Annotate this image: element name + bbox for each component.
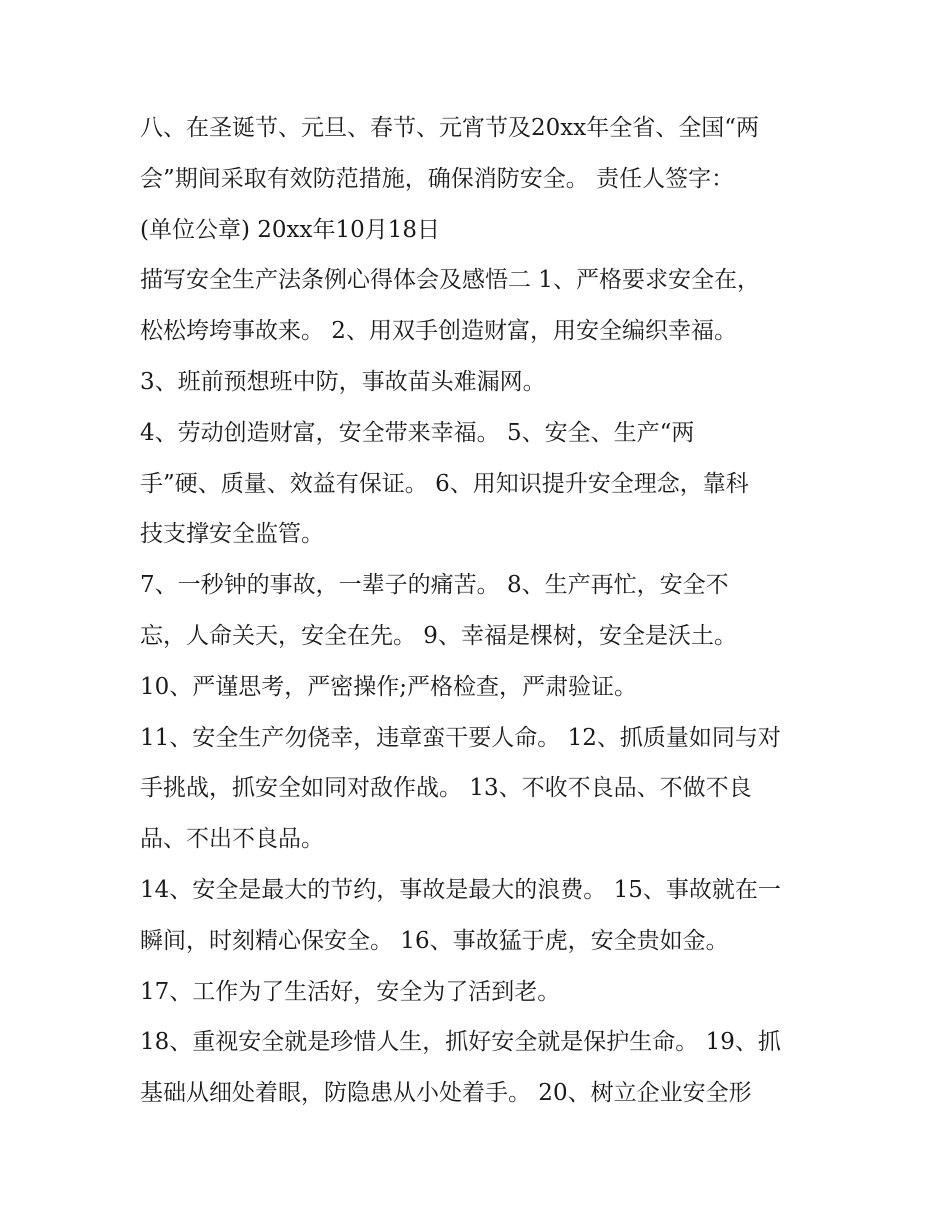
- text-line: 松松垮垮事故来。 2、用双手创造财富，用安全编织幸福。: [140, 318, 737, 345]
- text-line: 18、重视安全就是珍惜人生，抓好安全就是保护生命。 19、抓: [140, 1029, 781, 1056]
- text-line: 手挑战，抓安全如同对敌作战。 13、不收不良品、不做不良: [140, 775, 752, 802]
- text-line: 7、一秒钟的事故，一辈子的痛苦。 8、生产再忙，安全不: [140, 572, 729, 599]
- text-line: 技支撑安全监管。: [140, 521, 324, 548]
- text-line: 17、工作为了生活好，安全为了活到老。: [140, 978, 561, 1005]
- text-line: 10、严谨思考，严密操作;严格检查，严肃验证。: [140, 673, 638, 700]
- text-line: 手”硬、质量、效益有保证。 6、用知识提升安全理念，靠科: [140, 470, 749, 497]
- text-line: 品、不出不良品。: [140, 826, 324, 853]
- text-line: 11、安全生产勿侥幸，违章蛮干要人命。 12、抓质量如同与对: [140, 724, 781, 751]
- text-line: 八、在圣诞节、元旦、春节、元宵节及20xx年全省、全国“两: [140, 115, 759, 141]
- text-line: 瞬间，时刻精心保安全。 16、事故猛于虎，安全贵如金。: [140, 927, 729, 954]
- text-line: 基础从细处着眼，防隐患从小处着手。 20、树立企业安全形: [140, 1080, 752, 1107]
- text-line: 3、班前预想班中防，事故苗头难漏网。: [140, 368, 546, 395]
- text-line: 会”期间采取有效防范措施，确保消防安全。 责任人签字：: [140, 165, 735, 192]
- text-line: 14、安全是最大的节约，事故是最大的浪费。 15、事故就在一: [140, 876, 781, 903]
- document-body: [140, 103, 820, 1119]
- text-line: 描写安全生产法条例心得体会及感悟二 1、严格要求安全在，: [140, 267, 760, 294]
- text-line: 忘，人命关天，安全在先。 9、幸福是棵树，安全是沃土。: [140, 622, 737, 649]
- text-line: (单位公章) 20xx年10月18日: [140, 216, 440, 243]
- text-line: 4、劳动创造财富，安全带来幸福。 5、安全、生产“两: [140, 419, 695, 446]
